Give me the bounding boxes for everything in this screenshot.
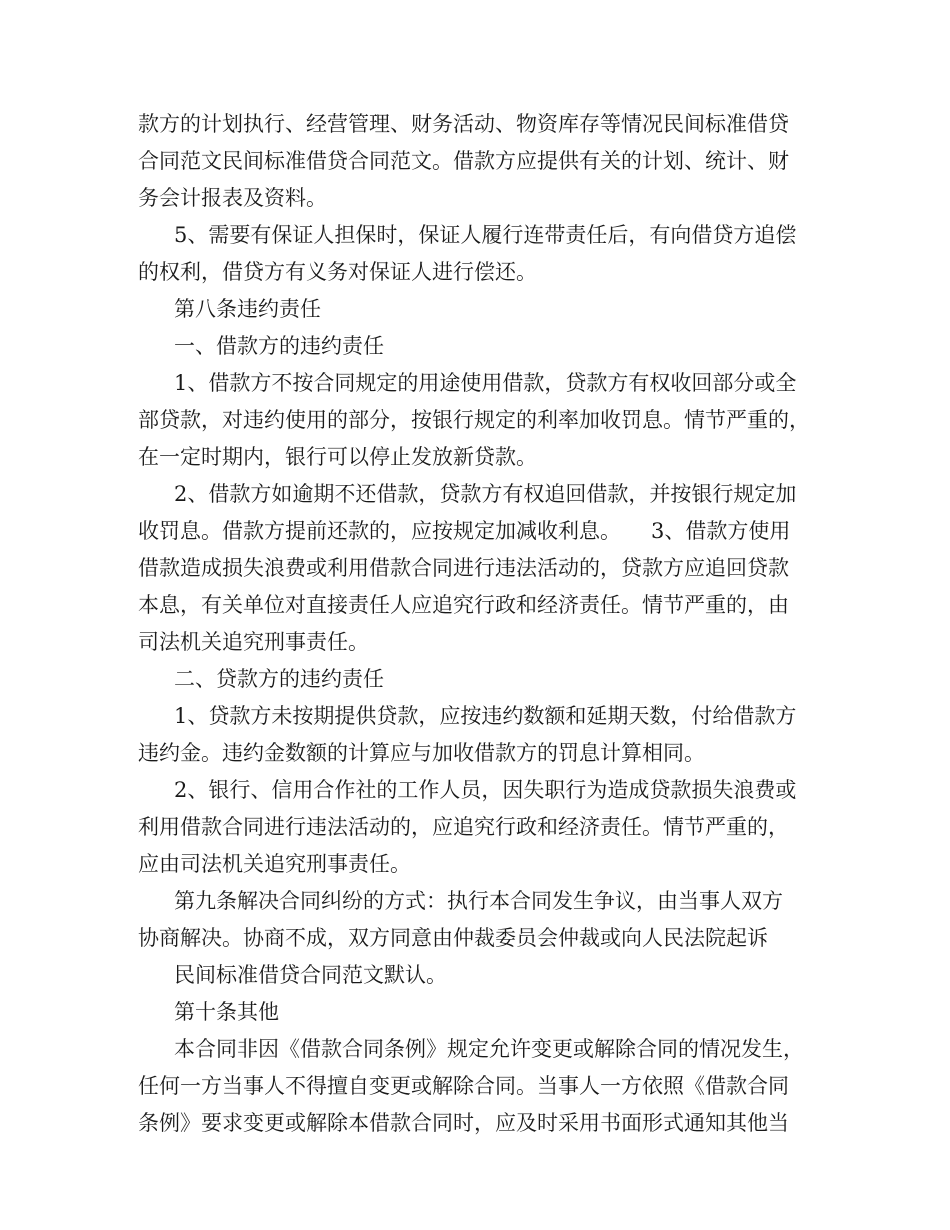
text-line [138, 1031, 828, 1068]
text-line-content: 在一定时期内，银行可以停止发放新贷款。 [138, 445, 537, 469]
text-line-content: 民间标准借贷合同范文默认。 [174, 963, 447, 987]
text-line-content: 违约金。违约金数额的计算应与加收借款方的罚息计算相同。 [138, 741, 705, 765]
text-line-content: 一、借款方的违约责任 [174, 334, 384, 358]
text-line [138, 957, 828, 994]
text-line [138, 476, 828, 513]
text-line-content: 第十条其他 [174, 1000, 279, 1024]
text-line-content: 本息，有关单位对直接责任人应追究行政和经济责任。情节严重的，由 [138, 593, 789, 617]
text-line-content: 司法机关追究刑事责任。 [138, 630, 369, 654]
document-body [138, 106, 828, 1142]
section-heading [138, 291, 828, 328]
text-line-content: 3、借款方使用 [651, 519, 791, 543]
subsection-heading [138, 328, 828, 365]
text-line-content: 条例》要求变更或解除本借款合同时，应及时采用书面形式通知其他当 [138, 1111, 789, 1135]
text-line-content: 协商解决。协商不成，双方同意由仲裁委员会仲裁或向人民法院起诉 [138, 926, 768, 950]
text-line [138, 1105, 828, 1142]
text-line-content: 第八条违约责任 [174, 297, 321, 321]
text-line [138, 513, 828, 550]
text-line-content: 合同范文民间标准借贷合同范文。借款方应提供有关的计划、统计、财 [138, 149, 789, 173]
text-line [138, 846, 828, 883]
text-line [138, 143, 828, 180]
text-line [138, 698, 828, 735]
text-line-content: 款方的计划执行、经营管理、财务活动、物资库存等情况民间标准借贷 [138, 112, 789, 136]
text-line [138, 402, 828, 439]
text-line-content: 5、需要有保证人担保时，保证人履行连带责任后，有向借贷方追偿 [174, 223, 797, 247]
text-line [138, 735, 828, 772]
text-line [138, 217, 828, 254]
text-line-content: 任何一方当事人不得擅自变更或解除合同。当事人一方依照《借款合同 [138, 1074, 789, 1098]
text-line [138, 180, 828, 217]
text-line-content: 第九条解决合同纠纷的方式：执行本合同发生争议，由当事人双方 [174, 889, 783, 913]
text-line [138, 624, 828, 661]
subsection-heading [138, 661, 828, 698]
text-line-content: 1、贷款方未按期提供贷款，应按违约数额和延期天数，付给借款方 [174, 704, 797, 728]
text-line [138, 883, 828, 920]
text-line-content: 应由司法机关追究刑事责任。 [138, 852, 411, 876]
text-line [138, 772, 828, 809]
text-line-content: 二、贷款方的违约责任 [174, 667, 384, 691]
text-line [138, 809, 828, 846]
text-line [138, 550, 828, 587]
text-line [138, 920, 828, 957]
text-line [138, 106, 828, 143]
text-line-content: 的权利，借贷方有义务对保证人进行偿还。 [138, 260, 537, 284]
text-line [138, 439, 828, 476]
text-line [138, 587, 828, 624]
text-line-content: 2、借款方如逾期不还借款，贷款方有权追回借款，并按银行规定加 [174, 482, 797, 506]
text-line-content: 本合同非因《借款合同条例》规定允许变更或解除合同的情况发生， [174, 1037, 804, 1061]
text-line-content: 收罚息。借款方提前还款的，应按规定加减收利息。 [138, 519, 621, 543]
text-line-content: 1、借款方不按合同规定的用途使用借款，贷款方有权收回部分或全 [174, 371, 797, 395]
section-heading [138, 994, 828, 1031]
text-line [138, 365, 828, 402]
text-line-content: 借款造成损失浪费或利用借款合同进行违法活动的，贷款方应追回贷款 [138, 556, 789, 580]
text-line-content: 部贷款，对违约使用的部分，按银行规定的利率加收罚息。情节严重的， [138, 408, 810, 432]
text-line-content: 利用借款合同进行违法活动的，应追究行政和经济责任。情节严重的， [138, 815, 789, 839]
text-line-content: 务会计报表及资料。 [138, 186, 327, 210]
text-line [138, 254, 828, 291]
text-line-content: 2、银行、信用合作社的工作人员，因失职行为造成贷款损失浪费或 [174, 778, 797, 802]
text-line [138, 1068, 828, 1105]
